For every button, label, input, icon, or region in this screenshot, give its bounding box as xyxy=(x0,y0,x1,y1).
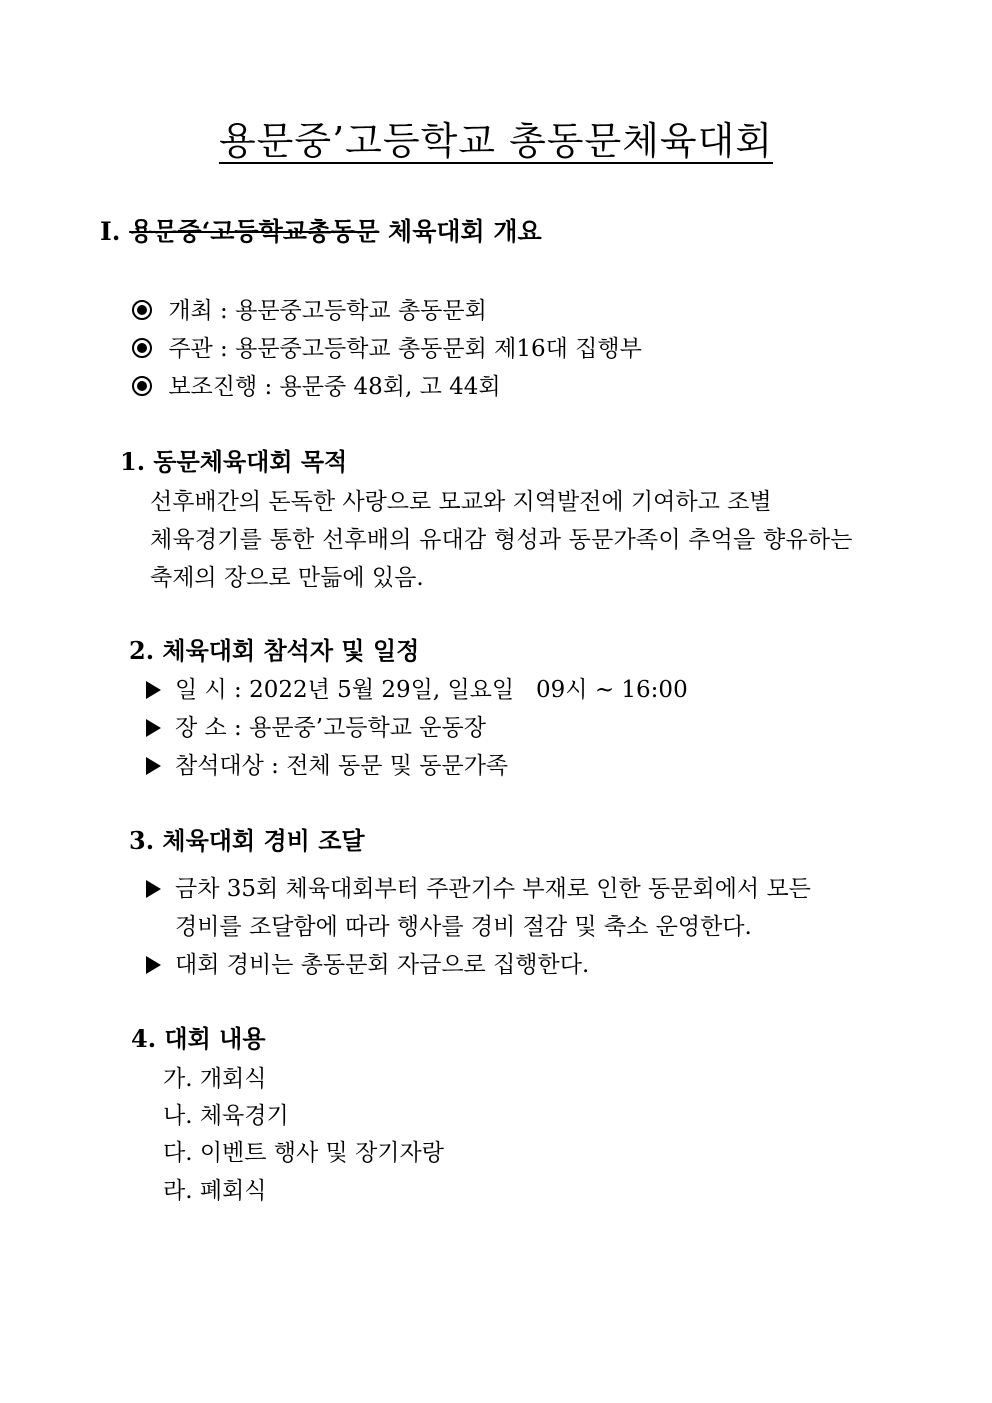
schedule-item-text: 참석대상 : 전체 동문 및 동문가족 xyxy=(175,753,509,779)
schedule-item xyxy=(146,675,688,705)
budget-item xyxy=(146,950,589,980)
schedule-item xyxy=(146,713,486,743)
triangle-right-icon xyxy=(146,757,161,775)
overview-heading xyxy=(100,217,542,247)
overview-item xyxy=(131,296,487,326)
program-item: 다. 이벤트 행사 및 장기자랑 xyxy=(163,1140,444,1166)
overview-item-text: 주관 : 용문중고등학교 총동문회 제16대 집행부 xyxy=(168,336,642,362)
section1-line: 선후배간의 돈독한 사랑으로 모교와 지역발전에 기여하고 조별 xyxy=(150,489,772,515)
radio-bullet-icon xyxy=(131,375,153,397)
budget-item-continuation: 경비를 조달함에 따라 행사를 경비 절감 및 축소 운영한다. xyxy=(175,914,752,940)
budget-item-text: 대회 경비는 총동문회 자금으로 집행한다. xyxy=(175,952,590,978)
schedule-item-text: 일 시 : 2022년 5월 29일, 일요일 09시 ~ 16:00 xyxy=(175,677,688,703)
section1-line: 축제의 장으로 만듦에 있음. xyxy=(150,565,424,591)
overview-heading-struck: 용문중‘고등학교총동문 xyxy=(129,217,380,246)
budget-item xyxy=(146,874,811,904)
overview-numeral: Ⅰ. xyxy=(100,217,121,246)
overview-item xyxy=(131,372,501,402)
radio-bullet-icon xyxy=(131,299,153,321)
section1-heading: 1. 동문체육대회 목적 xyxy=(120,447,348,476)
overview-item xyxy=(131,334,642,364)
document-title xyxy=(0,116,992,166)
program-item: 라. 폐회식 xyxy=(163,1178,267,1204)
overview-item-text: 보조진행 : 용문중 48회, 고 44회 xyxy=(168,374,501,400)
title-text: 용문중’고등학교 총동문체육대회 xyxy=(218,119,774,163)
program-item: 나. 체육경기 xyxy=(163,1103,289,1129)
triangle-right-icon xyxy=(146,681,161,699)
program-item: 가. 개회식 xyxy=(163,1066,267,1092)
overview-item-text: 개최 : 용문중고등학교 총동문회 xyxy=(168,298,487,324)
triangle-right-icon xyxy=(146,956,161,974)
section2-heading: 2. 체육대회 참석자 및 일정 xyxy=(129,636,420,665)
triangle-right-icon xyxy=(146,880,161,898)
section4-heading: 4. 대회 내용 xyxy=(131,1024,266,1053)
overview-heading-rest: 체육대회 개요 xyxy=(379,217,542,246)
radio-bullet-icon xyxy=(131,337,153,359)
schedule-item-text: 장 소 : 용문중’고등학교 운동장 xyxy=(175,715,486,741)
schedule-item xyxy=(146,751,508,781)
section1-line: 체육경기를 통한 선후배의 유대감 형성과 동문가족이 추억을 향유하는 xyxy=(150,527,853,553)
section3-heading: 3. 체육대회 경비 조달 xyxy=(129,826,365,855)
triangle-right-icon xyxy=(146,719,161,737)
budget-item-text: 금차 35회 체육대회부터 주관기수 부재로 인한 동문회에서 모든 xyxy=(175,876,811,902)
